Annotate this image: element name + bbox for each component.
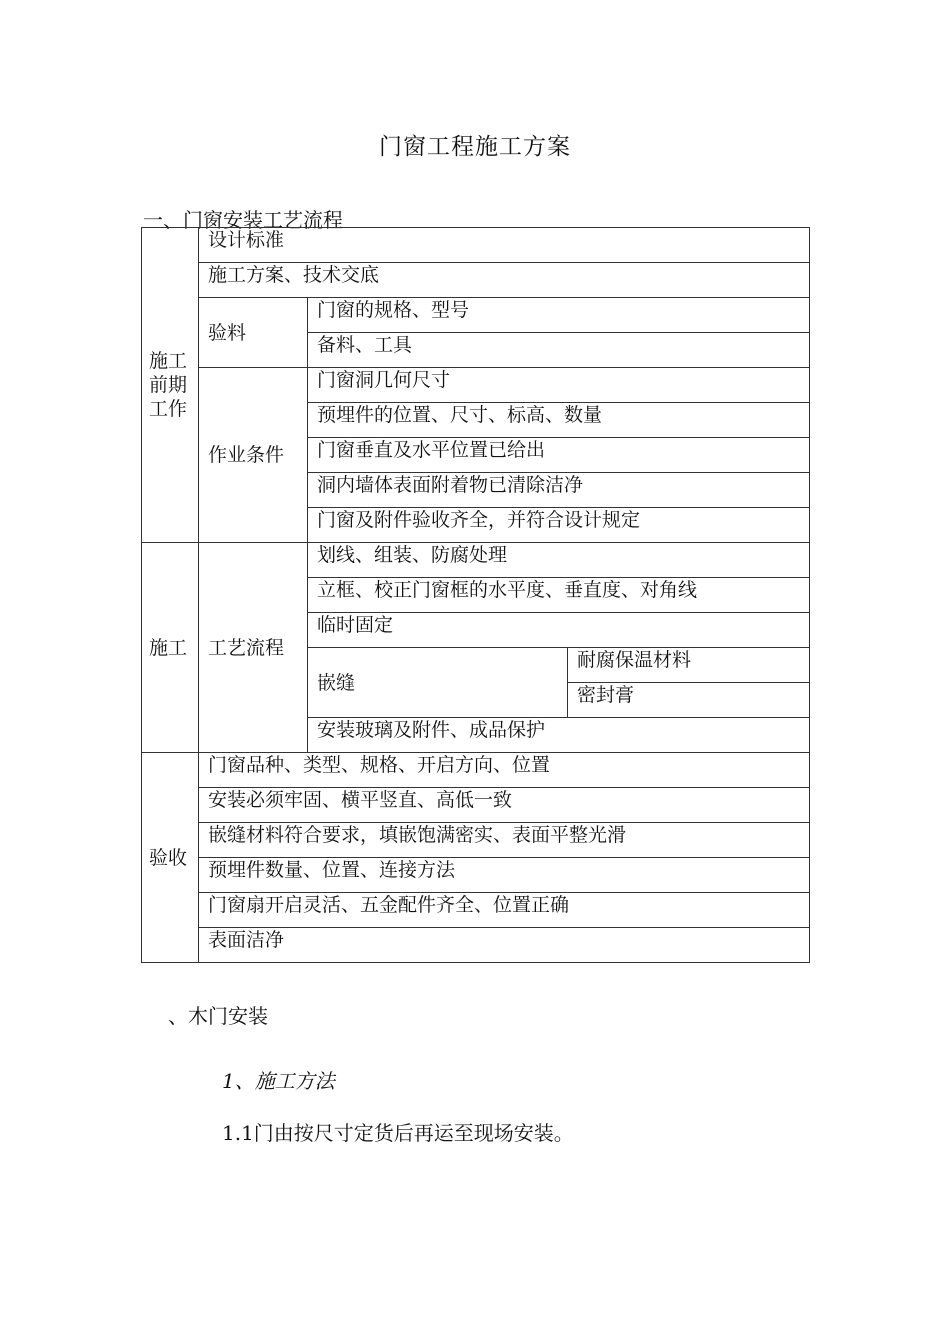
list-item: 门窗的规格、型号 [308, 298, 810, 333]
table-row [142, 893, 810, 928]
table-row [142, 823, 810, 858]
list-item: 耐腐保温材料 [568, 648, 810, 683]
section-heading: 一、门窗安装工艺流程 [143, 208, 343, 232]
table-row [142, 928, 810, 963]
table-row [142, 858, 810, 893]
list-item: 预埋件数量、位置、连接方法 [199, 858, 810, 893]
list-item: 门窗扇开启灵活、五金配件齐全、位置正确 [199, 893, 810, 928]
list-item: 立框、校正门窗框的水平度、垂直度、对角线 [308, 578, 810, 613]
table-row [142, 543, 810, 578]
table-row [142, 788, 810, 823]
section-heading: 、木门安装 [168, 1004, 268, 1028]
list-item: 门窗品种、类型、规格、开启方向、位置 [199, 753, 810, 788]
group-label-construction: 施工 [142, 543, 199, 753]
cell-material-check: 验料 [199, 298, 308, 368]
table-row [142, 753, 810, 788]
table-row [142, 298, 810, 333]
page-title: 门窗工程施工方案 [379, 134, 571, 160]
table-row [142, 263, 810, 298]
list-item: 备料、工具 [308, 333, 810, 368]
table-row [142, 228, 810, 263]
list-item: 门窗及附件验收齐全，并符合设计规定 [308, 508, 810, 543]
list-item: 预埋件的位置、尺寸、标高、数量 [308, 403, 810, 438]
list-item: 安装必须牢固、横平竖直、高低一致 [199, 788, 810, 823]
group-label-pre-work: 施工 前期 工作 [142, 228, 199, 543]
cell-work-conditions: 作业条件 [199, 368, 308, 543]
subsection-heading: 1、施工方法 [222, 1069, 335, 1093]
cell-caulking: 嵌缝 [308, 648, 568, 718]
list-item: 密封膏 [568, 683, 810, 718]
list-item: 安装玻璃及附件、成品保护 [308, 718, 810, 753]
cell-design-standard: 设计标准 [199, 228, 810, 263]
list-item: 嵌缝材料符合要求，填嵌饱满密实、表面平整光滑 [199, 823, 810, 858]
list-item: 门窗洞几何尺寸 [308, 368, 810, 403]
list-item: 划线、组装、防腐处理 [308, 543, 810, 578]
process-table [141, 227, 810, 963]
list-item: 门窗垂直及水平位置已给出 [308, 438, 810, 473]
paragraph: 1.1门由按尺寸定货后再运至现场安装。 [222, 1121, 574, 1145]
list-item: 临时固定 [308, 613, 810, 648]
cell-construction-plan: 施工方案、技术交底 [199, 263, 810, 298]
list-item: 洞内墙体表面附着物已清除洁净 [308, 473, 810, 508]
table-row [142, 368, 810, 403]
list-item: 表面洁净 [199, 928, 810, 963]
group-label-acceptance: 验收 [142, 753, 199, 963]
cell-process-flow: 工艺流程 [199, 543, 308, 753]
